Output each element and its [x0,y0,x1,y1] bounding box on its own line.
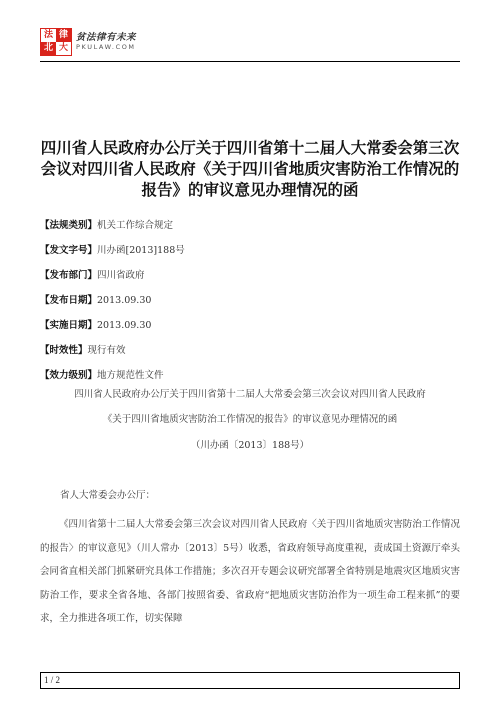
meta-row-doc-number [40,245,185,257]
logo-char: 法 [43,30,53,40]
page-footer [40,672,460,689]
logo-char: 大 [58,43,68,53]
meta-key: 【发布日期】 [40,295,98,306]
doc-number-line: （川办函〔2013〕188号） [190,440,310,451]
meta-key: 【发文字号】 [40,245,98,256]
header-divider [40,61,460,62]
meta-value: 现行有效 [87,345,126,356]
meta-key: 【发布部门】 [40,270,98,281]
meta-key: 【效力级别】 [40,370,98,381]
site-url: PKULAW.COM [76,43,136,51]
page-header [40,28,460,62]
meta-value: 地方规范性文件 [97,370,164,381]
meta-row-category [40,220,173,232]
meta-value: 四川省政府 [97,270,145,281]
doc-heading-line: 四川省人民政府办公厅关于四川省第十二届人大常委会第三次会议对四川省人民政府 [74,389,426,400]
meta-value: 川办函[2013]188号 [97,245,185,256]
meta-key: 【时效性】 [40,345,88,356]
document-title: 四川省人民政府办公厅关于四川省第十二届人大常委会第三次会议对四川省人民政府《关于四川省地质灾害防治工作情况的报告》的审议意见办理情况的函 [40,138,460,199]
salutation: 省人大常委会办公厅： [60,490,156,501]
pkulaw-logo [40,28,72,56]
logo-char: 北 [41,42,56,55]
page-number: 1 / 2 [44,675,61,685]
meta-row-publish-date [40,295,151,307]
meta-row-validity [40,345,126,357]
meta-key: 【实施日期】 [40,320,98,331]
header-slogan: 贫法律有未来 [76,32,137,43]
logo-char: 律 [56,29,71,42]
meta-row-issuer [40,270,145,282]
meta-value: 2013.09.30 [97,320,152,331]
body-paragraph: 《四川省第十二届人大常委会第三次会议对四川省人民政府〈关于四川省地质灾害防治工作情况的报告〉的审议意见》（川人常办〔2013〕5号）收悉，省政府领导高度重视，责成国土资源厅牵头会同省直相关部门抓紧研究具体工作措施；多次召开专题会议研究部署全省特别是地震灾区地质灾害防治工作，要求全省各地、各部门按照省委、省政府“把地质灾害防治作为一项生命工程来抓”的要求，全力推进各项工作，切实保障 [40,519,460,624]
meta-value: 机关工作综合规定 [97,220,174,231]
meta-row-effective-date [40,320,151,332]
meta-key: 【法规类别】 [40,220,98,231]
meta-row-level [40,370,164,382]
doc-heading-line: 《关于四川省地质灾害防治工作情况的报告》的审议意见办理情况的函 [102,414,398,425]
meta-value: 2013.09.30 [97,295,152,306]
